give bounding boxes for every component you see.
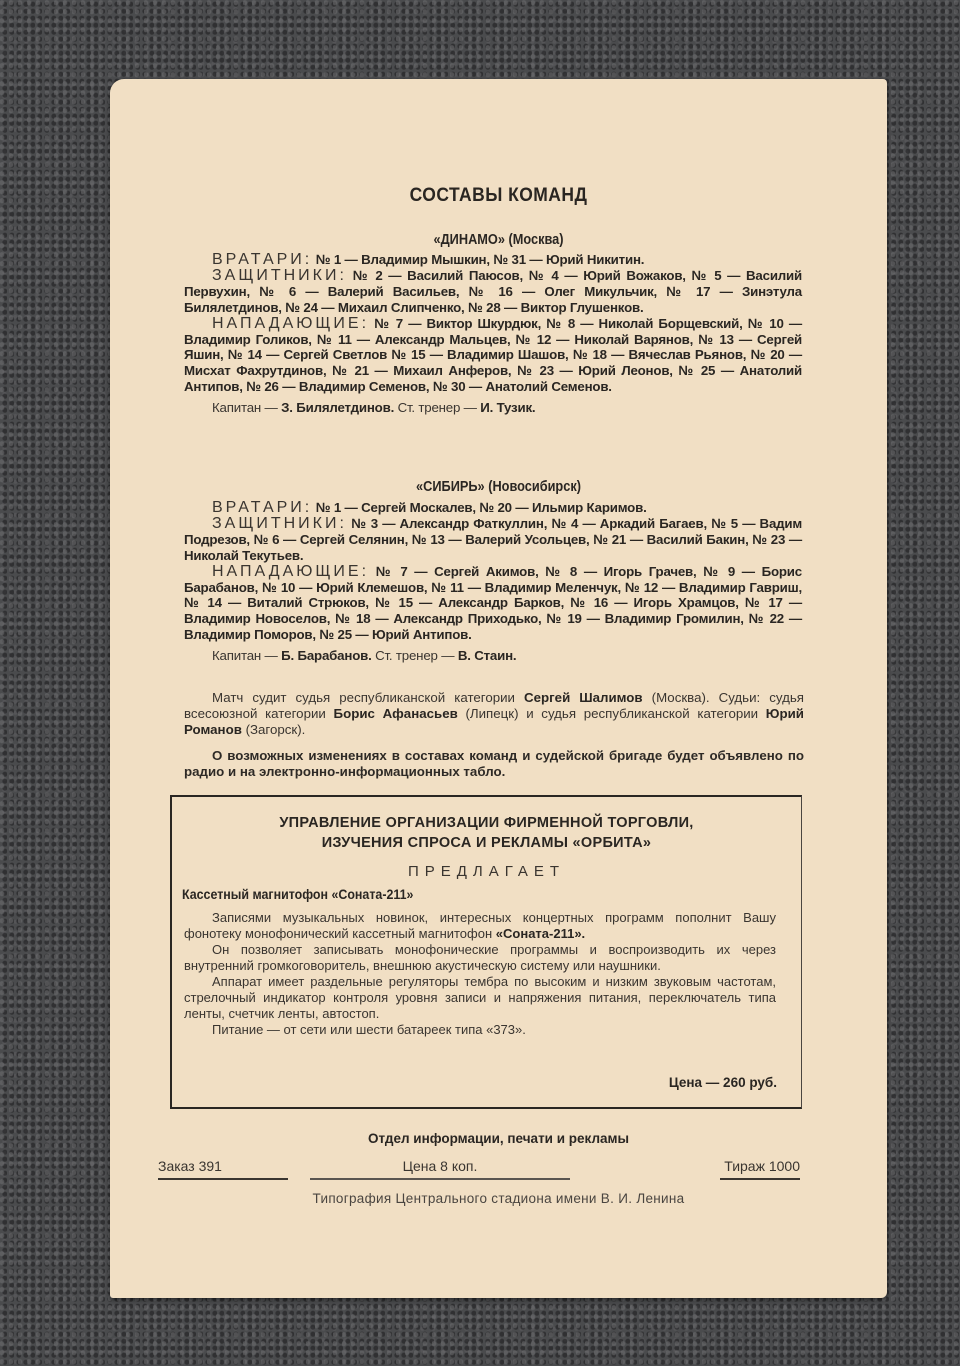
order-number: Заказ 391: [158, 1158, 288, 1180]
goalkeepers-list: № 1 — Сергей Москалев, № 20 — Ильмир Каримов.: [315, 500, 647, 515]
referee-name: Юрий Романов: [184, 706, 804, 737]
ad-price: Цена — 260 руб.: [668, 1075, 777, 1090]
referee-name: Борис Афанасьев: [333, 706, 458, 721]
ad-title: УПРАВЛЕНИЕ ОРГАНИЗАЦИИ ФИРМЕННОЙ ТОРГОВЛИ, ИЗУЧЕНИЯ СПРОСА И РЕКЛАМЫ «ОРБИТА»: [279, 815, 694, 851]
captain-label: Капитан —: [212, 400, 278, 416]
team-roster-dynamo: [184, 252, 802, 416]
team-name: «СИБИРЬ»: [416, 479, 485, 495]
defenders-label: ЗАЩИТНИКИ:: [212, 514, 347, 532]
coach-label: Ст. тренер —: [375, 648, 455, 664]
defenders-line: [184, 268, 802, 316]
advertisement-box: [170, 795, 802, 1109]
referee-name: Сергей Шалимов: [524, 690, 643, 705]
defenders-label: ЗАЩИТНИКИ:: [212, 266, 347, 284]
coach-name: И. Тузик.: [480, 400, 536, 416]
program-price: Цена 8 коп.: [310, 1158, 570, 1180]
page-title: СОСТАВЫ КОМАНД: [409, 185, 588, 206]
coach-label: Ст. тренер —: [397, 400, 477, 416]
forwards-label: НАПАДАЮЩИЕ:: [212, 562, 370, 580]
staff-line: [184, 400, 802, 416]
captain-name: Б. Барабанов.: [281, 648, 372, 664]
captain-label: Капитан —: [212, 648, 278, 664]
forwards-line: [184, 316, 802, 396]
referees-paragraph: Матч судит судья республиканской категории Сергей Шалимов (Москва). Судьи: судья всесоюзной категории Борис Афанасьев (Липецк) и судья республиканской категории Юрий Романов (Загорск).: [184, 690, 804, 737]
defenders-line: [184, 516, 802, 564]
forwards-label: НАПАДАЮЩИЕ:: [212, 314, 370, 332]
forwards-list: № 7 — Сергей Акимов, № 8 — Игорь Грачев, № 9 — Борис Барабанов, № 10 — Юрий Клемешов, № 11 — Владимир Меленчук, № 12 — Владимир Гавриш, № 14 — Виталий Стрюков, № 15 — Александр Барков, № 16 — Игорь Храмцов, № 17 — Владимир Новоселов, № 18 — Александр Приходько, № 19 — Владимир Громилин, № 22 — Владимир Поморов, № 25 — Юрий Антипов.: [184, 563, 802, 643]
program-page: [110, 79, 887, 1298]
goalkeepers-line: [184, 252, 802, 268]
goalkeepers-line: [184, 500, 802, 516]
goalkeepers-list: № 1 — Владимир Мышкин, № 31 — Юрий Никитин.: [315, 252, 645, 267]
captain-name: З. Билялетдинов.: [281, 400, 395, 416]
goalkeepers-label: ВРАТАРИ:: [212, 499, 313, 516]
defenders-list: № 3 — Александр Фаткуллин, № 4 — Аркадий Багаев, № 5 — Вадим Подрезов, № 6 — Сергей Селянин, № 13 — Валерий Усольцев, № 21 — Василий Бакин, № 23 — Николай Текутьев.: [184, 515, 803, 563]
changes-notice: О возможных изменениях в составах команд и судейской бригаде будет объявлено по радио и на электронно-информационных табло.: [184, 748, 804, 779]
forwards-line: [184, 564, 802, 644]
ad-product-name: Кассетный магнитофон «Соната-211»: [182, 887, 414, 902]
team-heading-dynamo: [157, 232, 841, 248]
team-name: «ДИНАМО»: [433, 232, 505, 248]
team-city: (Москва): [508, 232, 564, 248]
staff-line: [184, 648, 802, 664]
team-heading-sibir: [157, 479, 841, 495]
team-city: (Новосибирск): [488, 479, 581, 495]
goalkeepers-label: ВРАТАРИ:: [212, 251, 313, 268]
ad-description: Записями музыкальных новинок, интересных концертных программ пополнит Вашу фонотеку монофонический кассетный магнитофон «Соната-211». Он позволяет записывать монофонические программы и воспроизводить их через внутренний громкоговоритель, внешнюю акустическую систему или наушники. Аппарат имеет раздельные регуляторы тембра по высоким и низким звуковым частотам, стрелочный индикатор контроля уровня записи и напряжения питания, переключатель типа ленты, счетчик ленты, автостоп. Питание — от сети или шести батареек типа «373».: [184, 910, 776, 1037]
print-run: Тираж 1000: [720, 1158, 800, 1180]
team-roster-sibir: [184, 500, 802, 664]
forwards-list: № 7 — Виктор Шкурдюк, № 8 — Николай Борщевский, № 10 — Владимир Голиков, № 11 — Александр Мальцев, № 12 — Николай Варянов, № 13 — Сергей Яшин, № 14 — Сергей Светлов № 15 — Владимир Шашов, № 18 — Вячеслав Рьянов, № 20 — Мисхат Фахрутдинов, № 21 — Михаил Анферов, № 23 — Юрий Леонов, № 25 — Анатолий Антипов, № 26 — Владимир Семенов, № 30 — Анатолий Семенов.: [184, 315, 803, 395]
referees-note: [184, 690, 804, 780]
coach-name: В. Стаин.: [457, 648, 517, 664]
department-line: Отдел информации, печати и рекламы: [367, 1131, 630, 1146]
ad-offers: ПРЕДЛАГАЕТ: [407, 863, 566, 880]
imprint-line: [158, 1158, 800, 1180]
defenders-list: № 2 — Василий Паюсов, № 4 — Юрий Вожаков, № 5 — Василий Первухин, № 6 — Валерий Васильев, № 16 — Олег Микульчик, № 17 — Зинэтула Билялетдинов, № 24 — Михаил Слипченко, № 28 — Виктор Глушенков.: [184, 267, 802, 315]
printer-line: Типография Центрального стадиона имени В. И. Ленина: [312, 1191, 685, 1206]
